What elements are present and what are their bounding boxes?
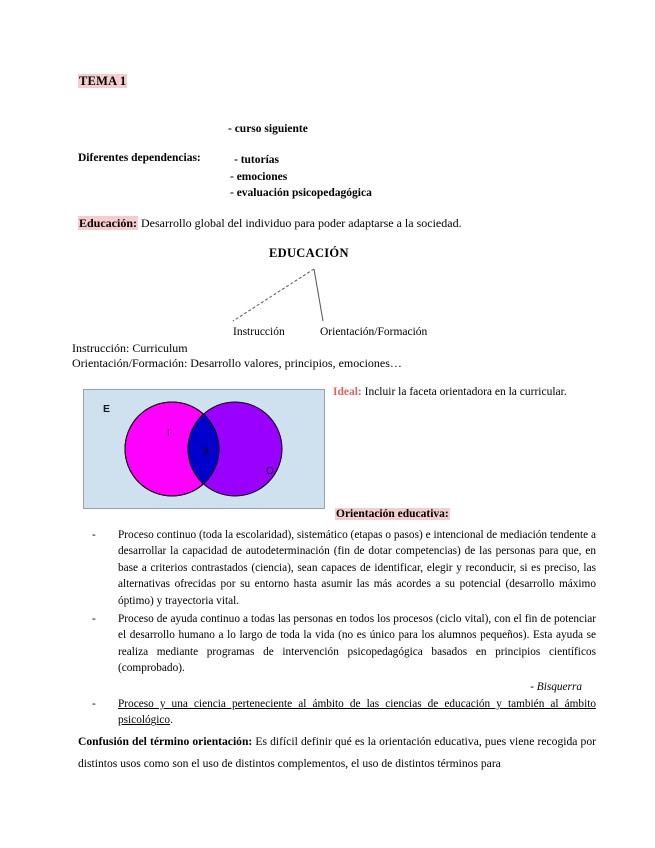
closing-paragraph [78,731,596,775]
list-item-text: Proceso de ayuda continuo a todas las personas en todos los procesos (ciclo vital), con el fin de potenciar el desarrollo humano a lo largo de toda la vida (no es único para los alumnos pequeños). Esta ayuda se realiza mediante programas de intervención psicopedagógica basados en principios científicos (comprobado). [118,613,596,675]
educacion-term: Educación: [79,216,138,230]
educacion-text: Desarrollo global del individuo para poder adaptarse a la sociedad. [138,216,462,230]
triangle-right-node: Orientación/Formación [320,326,428,338]
page-title [78,74,127,89]
orientacion-educativa-bullets [84,527,596,731]
triangle-left-node: Instrucción [233,326,285,338]
curso-siguiente-line: - curso siguiente [228,123,308,135]
attribution: - Bisquerra [530,680,582,693]
ideal-note [333,386,567,398]
list-item [84,611,596,677]
closing-term: Confusión del término orientación: [78,735,253,748]
ideal-term: Ideal: [333,386,362,398]
bullet-marker: - [92,613,96,626]
venn-diagram [83,389,325,509]
closing-text: Es difícil definir qué es la orientación educativa, pues viene recogida por distintos usos como son el uso de distintos complementos, el uso de distintos términos para [78,735,596,770]
triangle-root-label: EDUCACIÓN [269,246,349,260]
ideal-text: Incluir la faceta orientadora en la curricular. [361,386,567,398]
list-item [84,527,596,609]
dependencias-list [230,152,372,202]
dependencias-label: Diferentes dependencias: [78,152,201,164]
list-item: - emociones [230,170,288,183]
venn-right-label: O [266,466,274,477]
venn-left-label: I [167,428,170,439]
venn-universe-label: E [103,403,111,415]
orientacion-educativa-heading-text: Orientación educativa: [336,508,449,520]
list-item-text: Proceso y una ciencia perteneciente al ámbito de las ciencias de educación y también al ámbito psicológico [118,698,596,727]
educacion-definition [78,216,462,231]
list-item: - evaluación psicopedagógica [230,187,372,199]
list-item: - tutorías [234,154,280,166]
list-item [84,696,596,729]
instruccion-definition: Instrucción: Curriculum [72,341,188,355]
bullet-marker: - [92,698,96,711]
venn-intersection-label: A [203,447,210,458]
triangle-branches-icon [230,266,400,324]
bullet-marker: - [92,529,96,541]
orientacion-educativa-heading [335,508,450,520]
page-title-text: TEMA 1 [79,74,127,88]
list-item-text-tail: . [170,714,173,727]
list-item-text: Proceso continuo (toda la escolaridad), sistemático (etapas o pasos) e intencional de mediación tendente a desarrollar la capacidad de autodeterminación (fin de dotar competencias) de las personas para que, en base a criterios contrastados (ciencia), sean capaces de identificar, elegir y reconducir, si es preciso, las alternativas ofrecidas por su entorno hasta asumir las más acordes a su potencial (desarrollo máximo óptimo) y trayectoria vital. [118,529,596,607]
orientacion-definition: Orientación/Formación: Desarrollo valores, principios, emociones… [72,356,402,370]
